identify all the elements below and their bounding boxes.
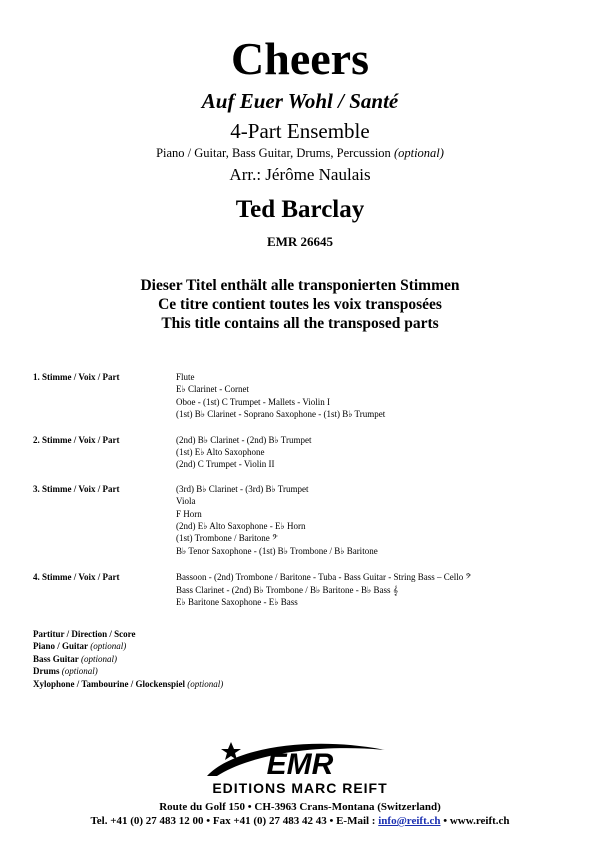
instrument-line: Flute <box>176 372 195 382</box>
page-title: Cheers <box>231 33 369 84</box>
percussion-line <box>33 678 223 690</box>
part-instruments <box>176 434 573 471</box>
notice-french: Ce titre contient toutes les voix transposées <box>158 296 442 313</box>
arranger: Arr.: Jérôme Naulais <box>229 165 371 184</box>
website-text: • www.reift.ch <box>443 815 510 827</box>
parts-list <box>33 371 573 609</box>
instrument-line: (1st) B♭ Clarinet - Soprano Saxophone - (1st) B♭ Trumpet <box>176 409 386 420</box>
instrument-line: Oboe - (1st) C Trumpet - Mallets - Violin I <box>176 396 331 407</box>
logo-mark: EMR <box>266 748 334 781</box>
part-instruments <box>176 483 573 557</box>
part-label: 2. Stimme / Voix / Part <box>33 434 120 445</box>
part-label: 1. Stimme / Voix / Part <box>33 372 120 382</box>
part-group-1 <box>33 371 573 421</box>
piano-line <box>33 640 223 652</box>
publisher-contact <box>0 814 600 828</box>
piano-label: Piano / Guitar <box>33 641 89 652</box>
optional-note: (optional) <box>187 678 224 689</box>
optional-note: (optional) <box>61 666 98 677</box>
instrument-line: (1st) E♭ Alto Saxophone <box>176 447 265 458</box>
publisher-name: EDITIONS MARC REIFT <box>212 780 388 796</box>
part-group-2 <box>33 434 573 471</box>
instrument-line: Bass Clarinet - (2nd) B♭ Trombone / B♭ Baritone - B♭ Bass 𝄞 <box>176 584 399 595</box>
email-link[interactable]: info@reift.ch <box>378 815 441 827</box>
instrument-line: (2nd) C Trumpet - Violin II <box>176 459 275 470</box>
instrument-line: (2nd) B♭ Clarinet - (2nd) B♭ Trumpet <box>176 434 312 445</box>
instrument-line: (3rd) B♭ Clarinet - (3rd) B♭ Trumpet <box>176 483 309 494</box>
additional-parts <box>33 628 223 690</box>
part-label: 3. Stimme / Voix / Part <box>33 483 120 494</box>
instrumentation-optional: (optional) <box>393 146 444 160</box>
ensemble-line: 4-Part Ensemble <box>230 119 370 143</box>
notice-german: Dieser Titel enthält alle transponierten Stimmen <box>140 277 460 294</box>
instrument-line: E♭ Baritone Saxophone - E♭ Bass <box>176 597 298 608</box>
instrument-line: E♭ Clarinet - Cornet <box>176 384 249 395</box>
part-label: 4. Stimme / Voix / Part <box>33 572 120 583</box>
bass-line <box>33 653 223 665</box>
composer: Ted Barclay <box>235 196 365 223</box>
notice-english: This title contains all the transposed parts <box>161 315 439 332</box>
instrument-line: Viola <box>176 496 196 507</box>
drums-line <box>33 665 223 677</box>
publisher-address: Route du Golf 150 • CH-3963 Crans-Montana (Switzerland) <box>159 801 441 813</box>
instrument-line: B♭ Tenor Saxophone - (1st) B♭ Trombone / B♭ Baritone <box>176 545 378 556</box>
score-line: Partitur / Direction / Score <box>33 629 136 639</box>
catalog-number: EMR 26645 <box>266 234 334 249</box>
part-group-3 <box>33 483 573 557</box>
bass-label: Bass Guitar <box>33 653 79 664</box>
contact-text: Tel. +41 (0) 27 483 12 00 • Fax +41 (0) 27 483 42 43 • E-Mail : <box>90 815 376 827</box>
optional-note: (optional) <box>90 641 127 652</box>
part-instruments <box>176 571 573 608</box>
emr-logo <box>195 736 405 796</box>
part-instruments <box>176 371 573 421</box>
instrument-line: F Horn <box>176 508 202 519</box>
drums-label: Drums <box>33 666 60 677</box>
instrument-line: (2nd) E♭ Alto Saxophone - E♭ Horn <box>176 521 306 532</box>
instrument-line: Bassoon - (2nd) Trombone / Baritone - Tuba - Bass Guitar - String Bass – Cello 𝄢 <box>176 572 472 583</box>
percussion-label: Xylophone / Tambourine / Glockenspiel <box>33 678 186 689</box>
part-group-4 <box>33 571 573 608</box>
instrumentation-text: Piano / Guitar, Bass Guitar, Drums, Percussion <box>156 146 391 160</box>
subtitle: Auf Euer Wohl / Santé <box>201 89 399 113</box>
optional-note: (optional) <box>81 653 118 664</box>
instrumentation-line <box>0 145 600 161</box>
instrument-line: (1st) Trombone / Baritone 𝄢 <box>176 533 278 544</box>
